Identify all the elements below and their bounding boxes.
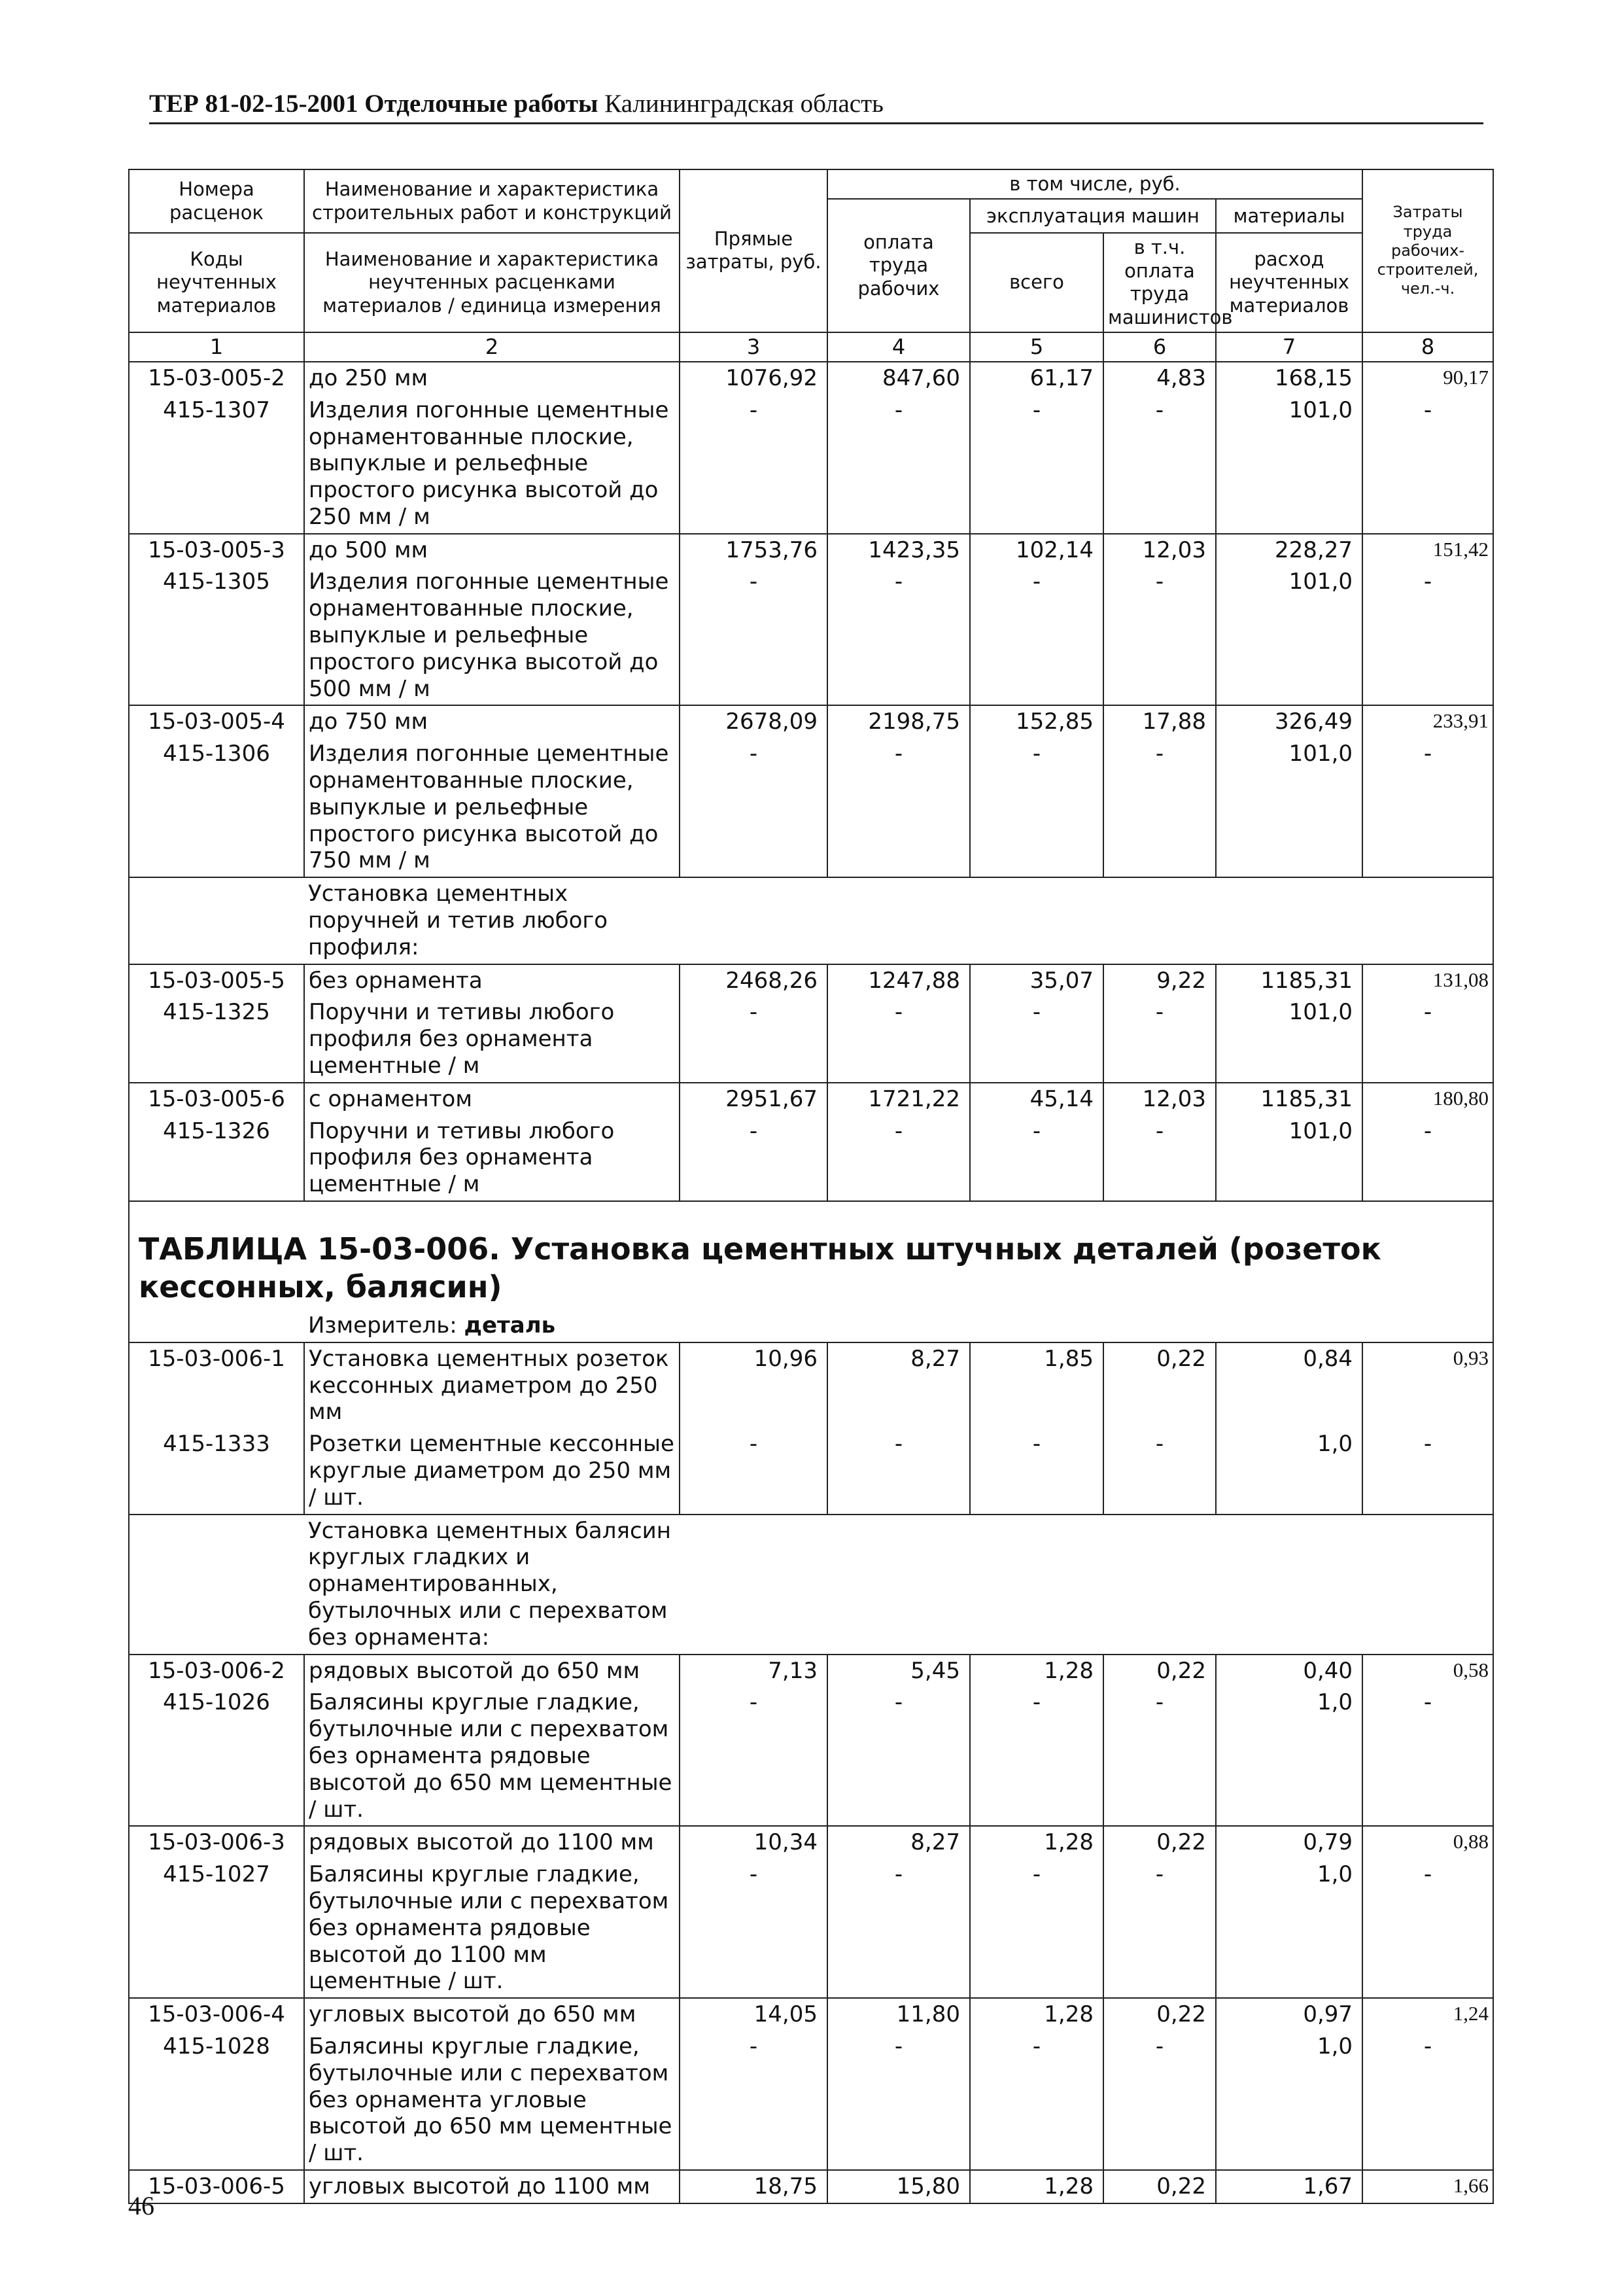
material-labor-pay: - xyxy=(827,1687,970,1826)
material-name: Балясины круглые гладкие, бутылочные или с перехватом без орнамента угловые высотой до 650 мм цементные / шт. xyxy=(304,2031,680,2170)
meter-label xyxy=(304,1310,1493,1342)
material-machines-total: - xyxy=(970,738,1103,877)
labor-hours: 0,93 xyxy=(1362,1342,1493,1428)
material-name: Изделия погонные цементные орнаментованные плоские, выпуклые и рельефные простого рисунка высотой до 250 мм / м xyxy=(304,394,680,534)
last-row-body xyxy=(129,2170,1493,2203)
rate-row xyxy=(129,1826,1493,1859)
direct-costs: 7,13 xyxy=(680,1655,827,1687)
materials-cost: 1,67 xyxy=(1216,2170,1362,2203)
material-row xyxy=(129,566,1493,705)
machines-total: 1,85 xyxy=(970,1342,1103,1428)
machinist-pay: 0,22 xyxy=(1103,1655,1216,1687)
direct-costs: 14,05 xyxy=(680,1998,827,2031)
material-labor-hours: - xyxy=(1362,1428,1493,1514)
material-row xyxy=(129,1687,1493,1826)
material-name: Поручни и тетивы любого профиля без орнамента цементные / м xyxy=(304,1115,680,1201)
subhead-b-body xyxy=(129,1515,1493,1655)
subhead-text: Установка цементных поручней и тетив любого профиля: xyxy=(304,877,680,964)
rate-row xyxy=(129,1342,1493,1428)
machinist-pay: 0,22 xyxy=(1103,1826,1216,1859)
header-work-name: Наименование и характеристика строительных работ и конструкций xyxy=(304,169,680,233)
material-direct-costs: - xyxy=(680,394,827,534)
material-machinist-pay: - xyxy=(1103,1859,1216,1998)
material-code: 415-1306 xyxy=(129,738,304,877)
running-head xyxy=(149,89,1483,124)
material-consumption: 1,0 xyxy=(1216,1859,1362,1998)
direct-costs: 10,34 xyxy=(680,1826,827,1859)
material-row xyxy=(129,394,1493,534)
direct-costs: 1753,76 xyxy=(680,534,827,567)
labor-pay: 1721,22 xyxy=(827,1083,970,1115)
material-labor-pay: - xyxy=(827,566,970,705)
material-machinist-pay: - xyxy=(1103,1115,1216,1201)
table-header xyxy=(129,169,1493,362)
direct-costs: 2678,09 xyxy=(680,705,827,738)
colnum-2: 2 xyxy=(304,332,680,362)
machines-total: 1,28 xyxy=(970,1826,1103,1859)
rate-row xyxy=(129,534,1493,567)
materials-cost: 1185,31 xyxy=(1216,1083,1362,1115)
labor-pay: 11,80 xyxy=(827,1998,970,2031)
table-title-row xyxy=(129,1201,1493,1310)
header-direct-costs: Прямые затраты, руб. xyxy=(680,169,827,332)
material-row xyxy=(129,1428,1493,1514)
machines-total: 35,07 xyxy=(970,964,1103,997)
material-name: Изделия погонные цементные орнаментованные плоские, выпуклые и рельефные простого рисунка высотой до 500 мм / м xyxy=(304,566,680,705)
labor-pay: 1247,88 xyxy=(827,964,970,997)
material-consumption: 1,0 xyxy=(1216,1687,1362,1826)
material-direct-costs: - xyxy=(680,1687,827,1826)
header-unaccounted-materials: расход неучтенных материалов xyxy=(1216,233,1362,332)
rate-code: 15-03-006-1 xyxy=(129,1342,304,1428)
rate-code: 15-03-005-5 xyxy=(129,964,304,997)
labor-pay: 2198,75 xyxy=(827,705,970,738)
material-labor-hours: - xyxy=(1362,1859,1493,1998)
materials-cost: 326,49 xyxy=(1216,705,1362,738)
running-head-title: ТЕР 81-02-15-2001 Отделочные работы xyxy=(149,90,598,118)
machines-total: 1,28 xyxy=(970,2170,1103,2203)
labor-pay: 1423,35 xyxy=(827,534,970,567)
rate-row xyxy=(129,705,1493,738)
material-direct-costs: - xyxy=(680,1859,827,1998)
colnum-1: 1 xyxy=(129,332,304,362)
colnum-7: 7 xyxy=(1216,332,1362,362)
labor-pay: 15,80 xyxy=(827,2170,970,2203)
material-labor-pay: - xyxy=(827,996,970,1082)
material-labor-hours: - xyxy=(1362,566,1493,705)
materials-cost: 0,79 xyxy=(1216,1826,1362,1859)
machinist-pay: 9,22 xyxy=(1103,964,1216,997)
rate-name: до 500 мм xyxy=(304,534,680,567)
direct-costs: 2951,67 xyxy=(680,1083,827,1115)
material-consumption: 1,0 xyxy=(1216,1428,1362,1514)
material-code: 415-1028 xyxy=(129,2031,304,2170)
rate-name: рядовых высотой до 1100 мм xyxy=(304,1826,680,1859)
subhead-row xyxy=(129,1515,1493,1655)
colnum-3: 3 xyxy=(680,332,827,362)
direct-costs: 1076,92 xyxy=(680,362,827,394)
rate-name: рядовых высотой до 650 мм xyxy=(304,1655,680,1687)
rate-code: 15-03-005-6 xyxy=(129,1083,304,1115)
material-labor-hours: - xyxy=(1362,1687,1493,1826)
rate-name: с орнаментом xyxy=(304,1083,680,1115)
material-row xyxy=(129,1859,1493,1998)
material-machines-total: - xyxy=(970,996,1103,1082)
labor-hours: 0,58 xyxy=(1362,1655,1493,1687)
materials-cost: 1185,31 xyxy=(1216,964,1362,997)
header-material-codes: Коды неучтенных материалов xyxy=(129,233,304,332)
material-name: Балясины круглые гладкие, бутылочные или с перехватом без орнамента рядовые высотой до 650 мм цементные / шт. xyxy=(304,1687,680,1826)
material-labor-pay: - xyxy=(827,738,970,877)
direct-costs: 2468,26 xyxy=(680,964,827,997)
machinist-pay: 0,22 xyxy=(1103,1342,1216,1428)
material-labor-pay: - xyxy=(827,1115,970,1201)
header-machines: эксплуатация машин xyxy=(970,199,1216,233)
rate-code: 15-03-005-3 xyxy=(129,534,304,567)
labor-pay: 8,27 xyxy=(827,1826,970,1859)
machinist-pay: 12,03 xyxy=(1103,534,1216,567)
machines-total: 61,17 xyxy=(970,362,1103,394)
rate-code: 15-03-005-4 xyxy=(129,705,304,738)
material-labor-pay: - xyxy=(827,394,970,534)
machinist-pay: 12,03 xyxy=(1103,1083,1216,1115)
material-machines-total: - xyxy=(970,1115,1103,1201)
material-consumption: 1,0 xyxy=(1216,2031,1362,2170)
rates-table xyxy=(128,169,1494,2204)
rate-name: до 250 мм xyxy=(304,362,680,394)
material-row xyxy=(129,1115,1493,1201)
material-labor-pay: - xyxy=(827,1428,970,1514)
rate-code: 15-03-006-4 xyxy=(129,1998,304,2031)
section-b xyxy=(129,964,1493,1201)
labor-pay: 8,27 xyxy=(827,1342,970,1428)
material-labor-hours: - xyxy=(1362,738,1493,877)
material-machinist-pay: - xyxy=(1103,996,1216,1082)
subhead-text: Установка цементных балясин круглых гладких и орнаментированных, бутылочных или с перехватом без орнамента: xyxy=(304,1515,680,1655)
rate-name: угловых высотой до 1100 мм xyxy=(304,2170,680,2203)
rate-name: без орнамента xyxy=(304,964,680,997)
material-machinist-pay: - xyxy=(1103,2031,1216,2170)
material-name: Балясины круглые гладкие, бутылочные или с перехватом без орнамента рядовые высотой до 1100 мм цементные / шт. xyxy=(304,1859,680,1998)
header-labor-costs: Затраты труда рабочих-строителей, чел.-ч. xyxy=(1362,169,1493,332)
machines-total: 102,14 xyxy=(970,534,1103,567)
header-machinist-pay: в т.ч. оплата труда машинистов xyxy=(1103,233,1216,332)
material-direct-costs: - xyxy=(680,2031,827,2170)
header-including: в том числе, руб. xyxy=(827,169,1362,199)
rate-code: 15-03-006-2 xyxy=(129,1655,304,1687)
material-machinist-pay: - xyxy=(1103,566,1216,705)
header-material-name: Наименование и характеристика неучтенных расценками материалов / единица измерения xyxy=(304,233,680,332)
machines-total: 1,28 xyxy=(970,1655,1103,1687)
material-consumption: 101,0 xyxy=(1216,566,1362,705)
section-d xyxy=(129,1655,1493,2170)
column-numbers xyxy=(129,332,1493,362)
material-consumption: 101,0 xyxy=(1216,1115,1362,1201)
material-direct-costs: - xyxy=(680,1115,827,1201)
material-consumption: 101,0 xyxy=(1216,738,1362,877)
material-direct-costs: - xyxy=(680,1428,827,1514)
machines-total: 152,85 xyxy=(970,705,1103,738)
material-row xyxy=(129,738,1493,877)
header-labor-pay: оплата труда рабочих xyxy=(827,199,970,332)
section-a xyxy=(129,362,1493,877)
material-machinist-pay: - xyxy=(1103,394,1216,534)
material-machines-total: - xyxy=(970,566,1103,705)
material-name: Поручни и тетивы любого профиля без орнамента цементные / м xyxy=(304,996,680,1082)
rate-name: до 750 мм xyxy=(304,705,680,738)
direct-costs: 18,75 xyxy=(680,2170,827,2203)
labor-hours: 90,17 xyxy=(1362,362,1493,394)
rate-row xyxy=(129,1655,1493,1687)
labor-hours: 151,42 xyxy=(1362,534,1493,567)
material-consumption: 101,0 xyxy=(1216,394,1362,534)
machines-total: 45,14 xyxy=(970,1083,1103,1115)
material-machines-total: - xyxy=(970,1428,1103,1514)
rate-row xyxy=(129,964,1493,997)
material-code: 415-1307 xyxy=(129,394,304,534)
header-machines-total: всего xyxy=(970,233,1103,332)
material-labor-pay: - xyxy=(827,1859,970,1998)
rate-row xyxy=(129,1998,1493,2031)
material-direct-costs: - xyxy=(680,738,827,877)
material-code: 415-1027 xyxy=(129,1859,304,1998)
materials-cost: 168,15 xyxy=(1216,362,1362,394)
labor-hours: 0,88 xyxy=(1362,1826,1493,1859)
materials-cost: 0,97 xyxy=(1216,1998,1362,2031)
rate-row xyxy=(129,2170,1493,2203)
rate-row xyxy=(129,362,1493,394)
materials-cost: 0,84 xyxy=(1216,1342,1362,1428)
labor-pay: 5,45 xyxy=(827,1655,970,1687)
material-machines-total: - xyxy=(970,1859,1103,1998)
table-title: ТАБЛИЦА 15-03-006. Установка цементных штучных деталей (розеток кессонных, балясин) xyxy=(129,1201,1493,1310)
materials-cost: 228,27 xyxy=(1216,534,1362,567)
meter-row xyxy=(129,1310,1493,1342)
rate-name: угловых высотой до 650 мм xyxy=(304,1998,680,2031)
labor-hours: 1,66 xyxy=(1362,2170,1493,2203)
machinist-pay: 4,83 xyxy=(1103,362,1216,394)
rate-row xyxy=(129,1083,1493,1115)
material-row xyxy=(129,2031,1493,2170)
material-consumption: 101,0 xyxy=(1216,996,1362,1082)
meter-label-text: Измеритель: xyxy=(308,1312,457,1339)
labor-pay: 847,60 xyxy=(827,362,970,394)
materials-cost: 0,40 xyxy=(1216,1655,1362,1687)
running-head-region: Калининградская область xyxy=(604,90,884,118)
machinist-pay: 0,22 xyxy=(1103,1998,1216,2031)
material-direct-costs: - xyxy=(680,566,827,705)
material-code: 415-1026 xyxy=(129,1687,304,1826)
material-labor-pay: - xyxy=(827,2031,970,2170)
material-code: 415-1305 xyxy=(129,566,304,705)
rate-name: Установка цементных розеток кессонных диаметром до 250 мм xyxy=(304,1342,680,1428)
material-machines-total: - xyxy=(970,1687,1103,1826)
material-labor-hours: - xyxy=(1362,394,1493,534)
rate-code: 15-03-005-2 xyxy=(129,362,304,394)
labor-hours: 180,80 xyxy=(1362,1083,1493,1115)
header-materials: материалы xyxy=(1216,199,1362,233)
material-labor-hours: - xyxy=(1362,1115,1493,1201)
material-name: Изделия погонные цементные орнаментованные плоские, выпуклые и рельефные простого рисунка высотой до 750 мм / м xyxy=(304,738,680,877)
material-direct-costs: - xyxy=(680,996,827,1082)
labor-hours: 233,91 xyxy=(1362,705,1493,738)
material-code: 415-1333 xyxy=(129,1428,304,1514)
labor-hours: 131,08 xyxy=(1362,964,1493,997)
rate-code: 15-03-006-5 xyxy=(129,2170,304,2203)
material-row xyxy=(129,996,1493,1082)
subhead-row xyxy=(129,877,1493,964)
rate-code: 15-03-006-3 xyxy=(129,1826,304,1859)
machinist-pay: 0,22 xyxy=(1103,2170,1216,2203)
machines-total: 1,28 xyxy=(970,1998,1103,2031)
labor-hours: 1,24 xyxy=(1362,1998,1493,2031)
colnum-6: 6 xyxy=(1103,332,1216,362)
material-name: Розетки цементные кессонные круглые диаметром до 250 мм / шт. xyxy=(304,1428,680,1514)
direct-costs: 10,96 xyxy=(680,1342,827,1428)
material-machines-total: - xyxy=(970,394,1103,534)
material-machines-total: - xyxy=(970,2031,1103,2170)
header-rate-numbers: Номера расценок xyxy=(129,169,304,233)
material-machinist-pay: - xyxy=(1103,738,1216,877)
colnum-8: 8 xyxy=(1362,332,1493,362)
meter-unit: деталь xyxy=(464,1312,556,1339)
colnum-5: 5 xyxy=(970,332,1103,362)
material-labor-hours: - xyxy=(1362,2031,1493,2170)
material-machinist-pay: - xyxy=(1103,1687,1216,1826)
material-code: 415-1325 xyxy=(129,996,304,1082)
machinist-pay: 17,88 xyxy=(1103,705,1216,738)
material-code: 415-1326 xyxy=(129,1115,304,1201)
material-machinist-pay: - xyxy=(1103,1428,1216,1514)
subhead-a-body xyxy=(129,877,1493,964)
page-number: 46 xyxy=(128,2191,154,2220)
colnum-4: 4 xyxy=(827,332,970,362)
material-labor-hours: - xyxy=(1362,996,1493,1082)
table-title-body xyxy=(129,1201,1493,1342)
section-c xyxy=(129,1342,1493,1515)
